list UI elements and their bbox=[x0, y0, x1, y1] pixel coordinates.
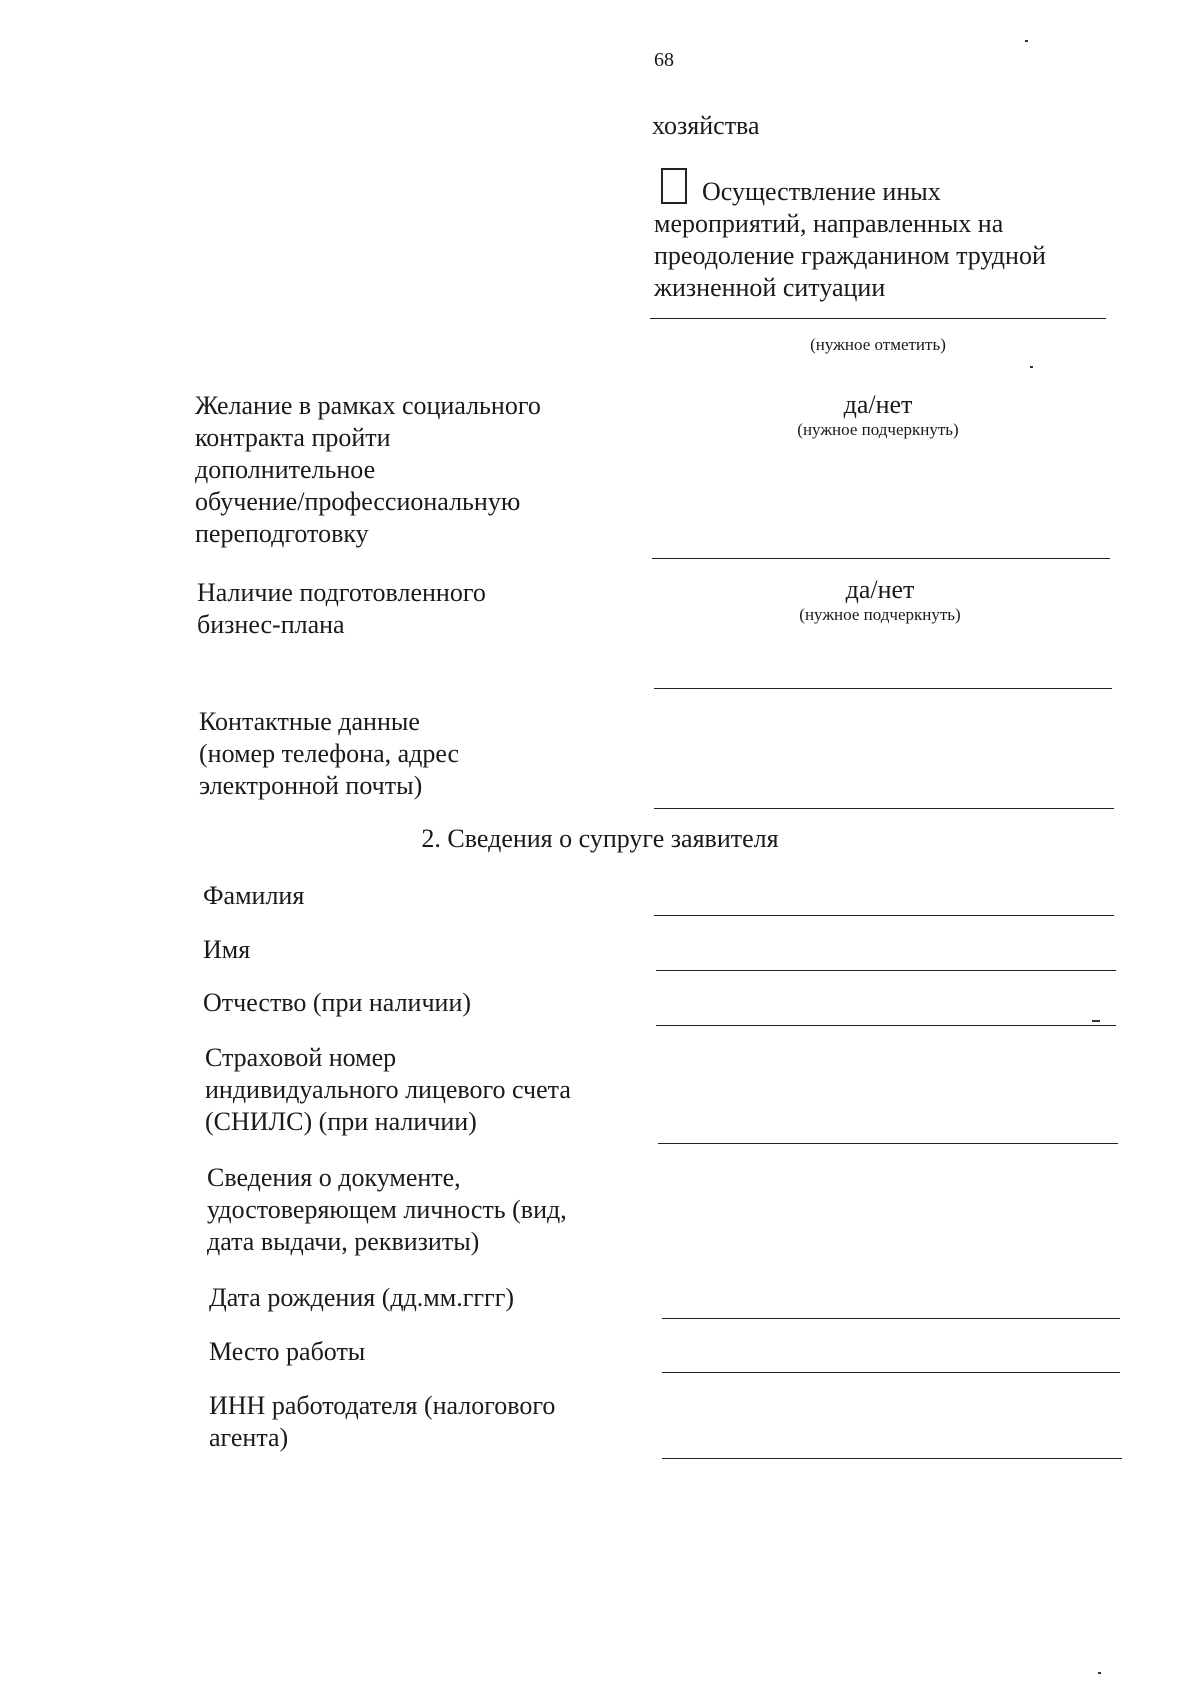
option-label: Осуществление иных мероприятий, направленных на преодоление гражданином трудной жизненной ситуации bbox=[654, 177, 1046, 302]
snils-underline bbox=[658, 1143, 1118, 1144]
birth-date-underline bbox=[662, 1318, 1120, 1319]
scan-speck bbox=[1030, 366, 1033, 368]
contacts-label: Контактные данные (номер телефона, адрес электронной почты) bbox=[199, 707, 460, 800]
business-plan-answer[interactable]: да/нет bbox=[845, 575, 915, 604]
snils-label: Страховой номер индивидуального лицевого счета (СНИЛС) (при наличии) bbox=[205, 1043, 571, 1136]
option-underline bbox=[650, 318, 1106, 319]
page-number: 68 bbox=[654, 49, 674, 71]
id-document-label: Сведения о документе, удостоверяющем личность (вид, дата выдачи, реквизиты) bbox=[207, 1163, 567, 1256]
scan-speck bbox=[1098, 1672, 1101, 1674]
name-label: Имя bbox=[203, 935, 251, 964]
patronymic-underline bbox=[656, 1025, 1116, 1026]
birth-date-label: Дата рождения (дд.мм.гггг) bbox=[209, 1283, 515, 1312]
option-hint: (нужное отметить) bbox=[810, 335, 946, 354]
training-underline bbox=[652, 558, 1110, 559]
name-underline bbox=[656, 970, 1116, 971]
contacts-underline bbox=[654, 808, 1114, 809]
training-label: Желание в рамках социального контракта пройти дополнительное обучение/профессиональную переподготовку bbox=[195, 391, 541, 548]
workplace-label: Место работы bbox=[209, 1337, 366, 1366]
employer-inn-label: ИНН работодателя (налогового агента) bbox=[209, 1391, 556, 1452]
surname-label: Фамилия bbox=[203, 881, 305, 910]
scan-speck bbox=[1025, 40, 1028, 42]
employer-inn-underline bbox=[662, 1458, 1122, 1459]
training-hint: (нужное подчеркнуть) bbox=[797, 420, 959, 439]
surname-underline bbox=[654, 915, 1114, 916]
training-answer[interactable]: да/нет bbox=[843, 390, 913, 419]
workplace-underline bbox=[662, 1372, 1120, 1373]
section-2-title: 2. Сведения о супруге заявителя bbox=[421, 824, 779, 853]
continued-text: хозяйства bbox=[652, 111, 760, 140]
scan-speck bbox=[1092, 1020, 1100, 1022]
patronymic-label: Отчество (при наличии) bbox=[203, 988, 472, 1017]
business-plan-underline bbox=[654, 688, 1112, 689]
business-plan-hint: (нужное подчеркнуть) bbox=[799, 605, 961, 624]
business-plan-label: Наличие подготовленного бизнес-плана bbox=[197, 578, 486, 639]
